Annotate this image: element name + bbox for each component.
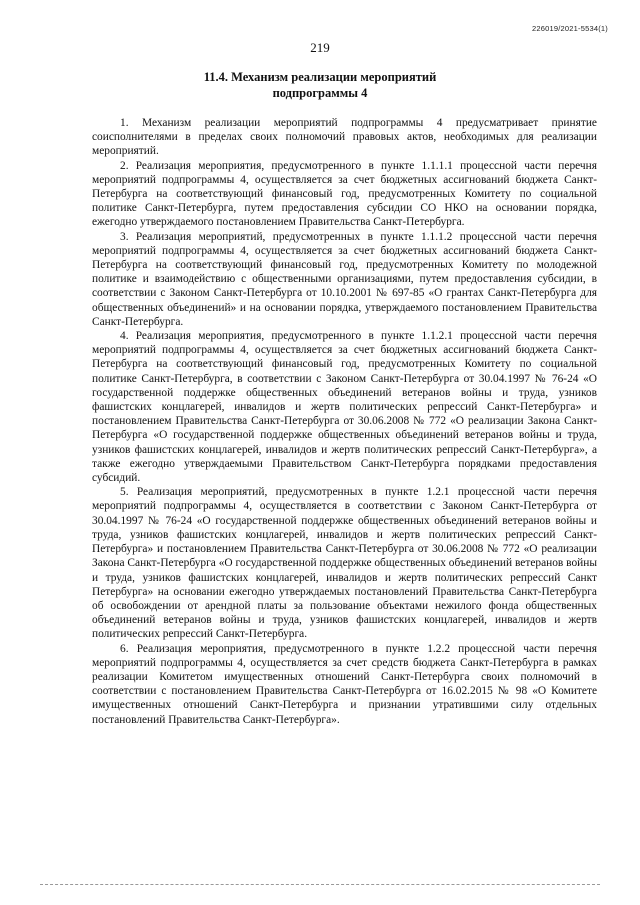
paragraph-5: 5. Реализация мероприятий, предусмотренных в пункте 1.2.1 процессной части перечня мероприятий подпрограммы 4, осуществляется в соответствии с Законом Санкт-Петербурга от 30.04.1997 № 76-24 «О государственной поддержке общественных объединений ветеранов войны и труда, узников фашистских концлагерей, инвалидов и жертв политических репрессий Санкт-Петербурга» и постановлением Правительства Санкт-Петербурга от 30.06.2008 № 772 «О реализации Закона Санкт-Петербурга «О государственной поддержке общественных объединений ветеранов войны и труда, узников фашистских концлагерей, инвалидов и жертв политических репрессий Санкт Петербурга» на основании ежегодно утверждаемых постановлений Правительства Санкт-Петербурга об освобождении от арендной платы за пользование объектами нежилого фонда общественных объединений ветеранов войны и труда, узников фашистских концлагерей, инвалидов и жертв политических репрессий Санкт-Петербурга. <box>92 486 597 641</box>
bottom-divider <box>40 884 600 885</box>
paragraph-6: 6. Реализация мероприятия, предусмотренного в пункте 1.2.2 процессной части перечня мероприятий подпрограммы 4, осуществляется за счет средств бюджета Санкт-Петербурга в рамках реализации Комитетом имущественных отношений Санкт-Петербурга своих полномочий в соответствии с постановлением Правительства Санкт-Петербурга от 16.02.2015 № 98 «О Комитете имущественных отношений Санкт-Петербурга и признании утратившими силу отдельных постановлений Правительства Санкт-Петербурга». <box>92 642 597 726</box>
document-body <box>92 116 597 727</box>
section-title <box>0 70 640 101</box>
section-title-line-1: 11.4. Механизм реализации мероприятий <box>203 70 437 84</box>
paragraph-2: 2. Реализация мероприятия, предусмотренного в пункте 1.1.1.1 процессной части перечня мероприятий подпрограммы 4, осуществляется за счет бюджетных ассигнований бюджета Санкт-Петербурга на соответствующий финансовый год, предусмотренных Комитету по социальной политике Санкт-Петербурга, путем предоставления субсидии СО НКО на основании порядка, ежегодно утверждаемого постановлением Правительства Санкт-Петербурга. <box>92 159 597 229</box>
document-id: 226019/2021-5534(1) <box>532 24 608 33</box>
page-number: 219 <box>310 40 330 55</box>
paragraph-4: 4. Реализация мероприятия, предусмотренного в пункте 1.1.2.1 процессной части перечня мероприятий подпрограммы 4, осуществляется за счет бюджетных ассигнований бюджета Санкт-Петербурга на соответствующий финансовый год, предусмотренных Комитету по социальной политике Санкт-Петербурга, в соответствии с Законом Санкт-Петербурга от 30.04.1997 № 76-24 «О государственной поддержке общественных объединений ветеранов войны и труда, узников фашистских концлагерей, инвалидов и жертв политических репрессий Санкт-Петербурга» и постановлением Правительства Санкт-Петербурга от 30.06.2008 № 772 «О реализации Закона Санкт-Петербурга «О государственной поддержке общественных объединений ветеранов войны и труда, узников фашистских концлагерей, инвалидов и жертв политических репрессий Санкт-Петербурга», а также ежегодно утверждаемыми Правительством Санкт-Петербурга порядками предоставления субсидий. <box>92 330 597 485</box>
paragraph-3: 3. Реализация мероприятий, предусмотренных в пункте 1.1.1.2 процессной части перечня мероприятий подпрограммы 4, осуществляется за счет бюджетных ассигнований бюджета Санкт-Петербурга на соответствующий финансовый год, предусмотренных Комитету по молодежной политике и взаимодействию с общественными организациями, путем предоставления субсидии, в соответствии с Законом Санкт-Петербурга от 10.10.2001 № 697-85 «О грантах Санкт-Петербурга для общественных объединений» и на основании порядка, утверждаемого постановлением Правительства Санкт-Петербурга. <box>92 230 597 328</box>
section-title-line-2: подпрограммы 4 <box>272 85 368 100</box>
paragraph-1: 1. Механизм реализации мероприятий подпрограммы 4 предусматривает принятие соисполнителями в пределах своих полномочий правовых актов, необходимых для реализации мероприятий. <box>92 117 597 158</box>
